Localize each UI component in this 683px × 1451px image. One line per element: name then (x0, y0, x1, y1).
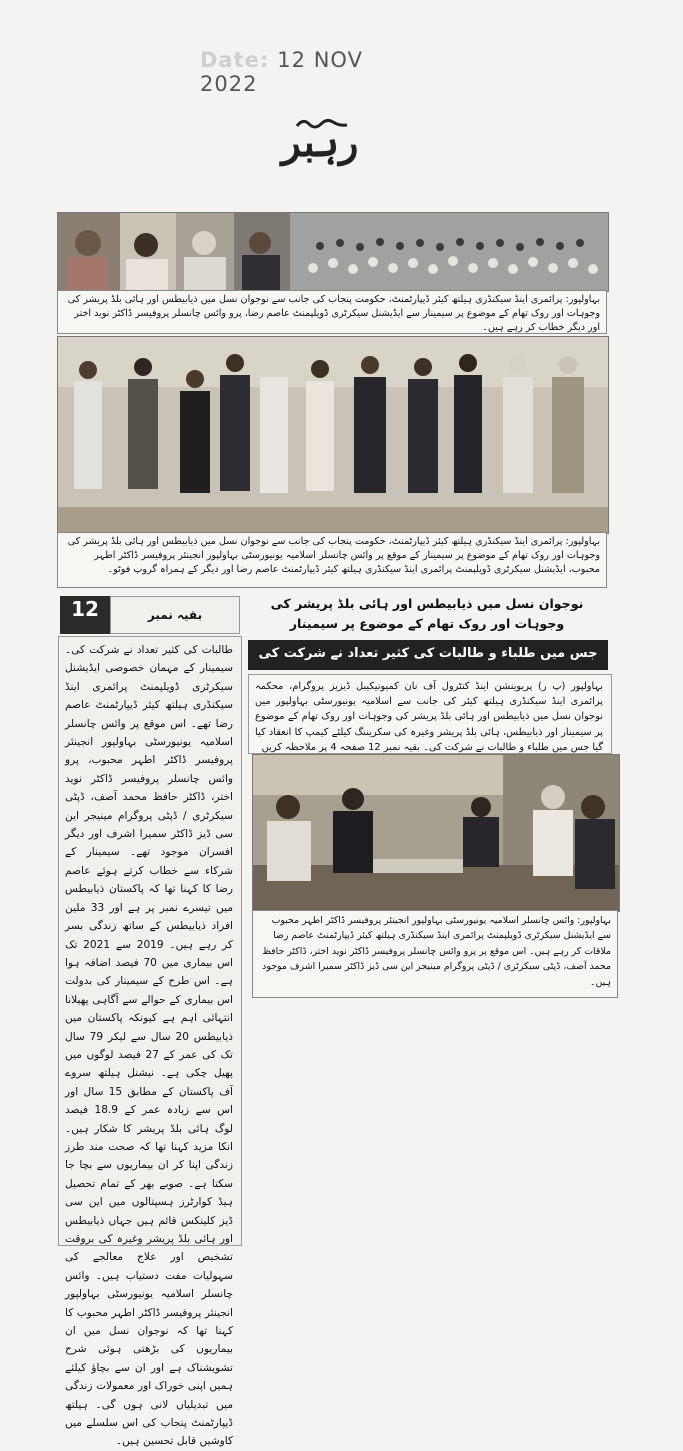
photo-seminar-speakers (57, 212, 609, 292)
photo-meeting-caption: بہاولپور: وائس چانسلر اسلامیہ یونیورسٹی بہاولپور انجینئر پروفیسر ڈاکٹر اطہر محبوب سے ایڈیشنل سیکرٹری ڈویلپمنٹ پرائمری اینڈ سیکنڈری ہیلتھ کیئر ڈیپارٹمنٹ عاصم رضا ملاقات کر رہے ہیں۔ اس موقع پر پرو وائس چانسلر پروفیسر ڈاکٹر نوید اختر، ڈاکٹر حافظ محمد آصف، ڈپٹی سیکرٹری / ڈپٹی پروگرام مینیجر این سی ڈیز ڈاکٹر سمیرا اشرف موجود ہیں۔ (252, 910, 618, 998)
article-subheadline: جس میں طلباء و طالبات کی کثیر تعداد نے شرکت کی (248, 640, 608, 670)
article-headline: نوجوان نسل میں ذیابیطس اور ہائی بلڈ پریشر کی وجوہات اور روک تھام کے موضوع پر سیمینار (270, 596, 584, 631)
photo-meeting (252, 754, 620, 912)
article-intro: بہاولپور (پ ر) پریوینشن اینڈ کنٹرول آف نان کمیونیکیبل ڈیزیز پروگرام، محکمہ پرائمری اینڈ سیکنڈری ہیلتھ کیئر کی جانب سے اسلامیہ یونیورسٹی بہاولپور میں نوجوان نسل میں ذیابیطس اور ہائی بلڈ پریشر کی وجوہات اور روک تھام کے موضوع پر سیمینار اور ذیابیطس، ہائی بلڈ پریشر وغیرہ کی سکریننگ کیلئے کیمپ کا انعقاد کیا گیا جس میں طلباء و طالبات نے شرکت کی۔ بقیہ نمبر 12 صفحہ 4 پر ملاحظہ کریں (248, 674, 612, 754)
date-stamp (200, 48, 420, 96)
article-continued-column: طالبات کی کثیر تعداد نے شرکت کی۔ سیمینار کے مہمان خصوصی ایڈیشنل سیکرٹری ڈویلپمنٹ پرائمری اینڈ سیکنڈری ہیلتھ کیئر ڈیپارٹمنٹ عاصم رضا تھے۔ اس موقع پر وائس چانسلر اسلامیہ یونیورسٹی بہاولپور انجینئر پروفیسر ڈاکٹر اطہر محبوب، پرو وائس چانسلر پروفیسر ڈاکٹر نوید اختر، ڈاکٹر حافظ محمد آصف، ڈپٹی سیکرٹری / ڈپٹی پروگرام مینیجر این سی ڈیز ڈاکٹر سمیرا اشرف اور دیگر افسران موجود تھے۔ سیمینار کے شرکاء سے خطاب کرتے ہوئے عاصم رضا کا کہنا تھا کہ پاکستان ذیابیطس میں تیسرے نمبر پر ہے اور 33 ملین افراد ذیابیطس کے ساتھ زندگی بسر کر رہے ہیں۔ 2019 سے 2021 تک اس بیماری میں 70 فیصد اضافہ ہوا ہے۔ اس طرح کے سیمینار کی بدولت اس بیماری کے حوالے سے آگاہی پھیلانا انتہائی اہم ہے کیونکہ پاکستان میں ذیابیطس 20 سال سے لیکر 79 سال تک کی عمر کے 27 فیصد لوگوں میں پھیل چکی ہے۔ نیشنل ہیلتھ سروے آف پاکستان کے مطابق 15 سال اور اس سے زیادہ عمر کے 18.9 فیصد لوگ ہائی بلڈ پریشر کا شکار ہیں۔ انکا مزید کہنا تھا کہ صحت مند طرز زندگی اپنا کر ان بیماریوں سے بچا جا سکتا ہے۔ صوبے بھر کے تمام تحصیل ہیڈ کوارٹرز ہسپتالوں میں این سی ڈیز کلینکس قائم ہیں جہاں ذیابیطس اور ہائی بلڈ پریشر وغیرہ کی بروقت تشخیص اور علاج معالجے کی سہولیات مفت دستیاب ہیں۔ وائس چانسلر اسلامیہ یونیورسٹی بہاولپور انجینئر پروفیسر ڈاکٹر اطہر محبوب کا کہنا تھا کہ نوجوان نسل میں ان بیماریوں کی بڑھتی ہوئی شرح تشویشناک ہے اور ان سے بچاؤ کیلئے ہمیں اپنی خوراک اور معمولات زندگی میں تبدیلیاں لانی ہوں گی۔ ہیلتھ ڈیپارٹمنٹ پنجاب کی اس سلسلے میں کاوشیں قابل تحسین ہیں۔ (58, 636, 242, 1246)
photo-group (57, 336, 609, 534)
photo-seminar-speakers-caption: بہاولپور: پرائمری اینڈ سیکنڈری ہیلتھ کیئر ڈیپارٹمنٹ، حکومت پنجاب کی جانب سے نوجوان نسل میں ذیابیطس اور ہائی بلڈ پریشر کی وجوہات اور روک تھام کے موضوع پر سیمینار سے ایڈیشنل سیکرٹری ڈویلپمنٹ عاصم رضا، پرو وائس چانسلر پروفیسر ڈاکٹر نوید اختر اور دیگر خطاب کر رہے ہیں۔ (57, 290, 607, 334)
continued-column-badge (60, 596, 110, 634)
badge-label: بقیہ نمبر (147, 608, 203, 622)
date-label: Date: (200, 48, 270, 72)
photo-group-caption: بہاولپور: پرائمری اینڈ سیکنڈری ہیلتھ کیئر ڈیپارٹمنٹ، حکومت پنجاب کی جانب سے نوجوان نسل میں ذیابیطس اور ہائی بلڈ پریشر کی وجوہات اور روک تھام کے موضوع پر سیمینار کے موقع پر وائس چانسلر اسلامیہ یونیورسٹی بہاولپور انجینئر پروفیسر ڈاکٹر اطہر محبوب، ایڈیشنل سیکرٹری ڈویلپمنٹ پرائمری اینڈ سیکنڈری ہیلتھ کیئر ڈیپارٹمنٹ عاصم رضا اور دیگر کے ہمراہ گروپ فوٹو۔ (57, 532, 607, 588)
continued-column-label (110, 596, 240, 634)
masthead-title: رہبر (281, 119, 359, 166)
badge-number: 12 (71, 597, 99, 621)
date-value: 12 NOV 2022 (200, 48, 363, 96)
